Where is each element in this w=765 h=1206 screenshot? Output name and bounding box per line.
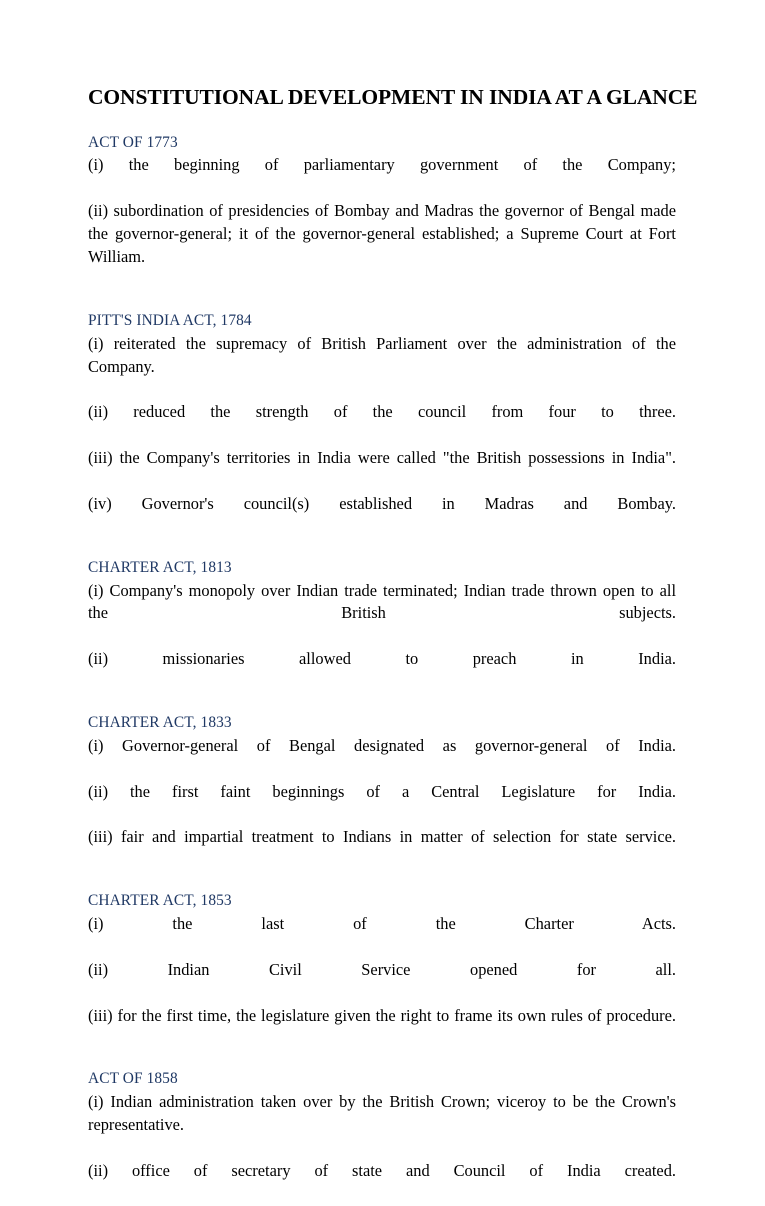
clause-paragraph: (i) Indian administration taken over by the British Crown; viceroy to be the Crown's representative. <box>88 1091 676 1134</box>
clause-paragraph: (ii) subordination of presidencies of Bombay and Madras the governor of Bengal made the governor-general; it of the governor-general established; a Supreme Court at Fort William. <box>88 201 676 267</box>
section-heading: CHARTER ACT, 1833 <box>88 714 232 732</box>
section-heading: CHARTER ACT, 1813 <box>88 559 232 577</box>
section-heading: CHARTER ACT, 1853 <box>88 892 232 910</box>
clause-paragraph: (i) Company's monopoly over Indian trade terminated; Indian trade thrown open to all the British subjects. <box>88 580 676 623</box>
document-body <box>88 84 698 1206</box>
clause-paragraph: (ii) office of secretary of state and Council of India created. <box>88 1160 676 1180</box>
document-section <box>88 310 676 539</box>
clause-paragraph: (i) Governor-general of Bengal designated as governor-general of India. <box>88 735 676 755</box>
document-section <box>88 712 676 872</box>
clause-paragraph: (i) the beginning of parliamentary government of the Company; <box>88 155 676 175</box>
page-title: CONSTITUTIONAL DEVELOPMENT IN INDIA AT A GLANCE <box>88 85 698 109</box>
clause-paragraph: (ii) reduced the strength of the council from four to three. <box>88 402 676 422</box>
clause-paragraph: (i) the last of the Charter Acts. <box>88 913 676 933</box>
document-section <box>88 890 676 1050</box>
clause-paragraph: (iv) Governor's council(s) established in Madras and Bombay. <box>88 494 676 514</box>
document-section <box>88 132 676 292</box>
clause-paragraph: (ii) missionaries allowed to preach in India. <box>88 649 676 669</box>
section-heading: ACT OF 1773 <box>88 134 178 152</box>
clause-paragraph: (ii) the first faint beginnings of a Central Legislature for India. <box>88 781 676 801</box>
document-section <box>88 557 676 694</box>
section-heading: PITT'S INDIA ACT, 1784 <box>88 312 252 330</box>
clause-paragraph: (iii) the Company's territories in India were called "the British possessions in India". <box>88 448 676 468</box>
document-section <box>88 1068 676 1205</box>
clause-paragraph: (iii) fair and impartial treatment to Indians in matter of selection for state service. <box>88 827 676 847</box>
clause-paragraph: (ii) Indian Civil Service opened for all. <box>88 959 676 979</box>
clause-paragraph: (iii) for the first time, the legislature given the right to frame its own rules of procedure. <box>88 1005 676 1025</box>
sections-container <box>88 132 676 1205</box>
clause-paragraph: (i) reiterated the supremacy of British Parliament over the administration of the Company. <box>88 333 676 376</box>
section-heading: ACT OF 1858 <box>88 1070 178 1088</box>
